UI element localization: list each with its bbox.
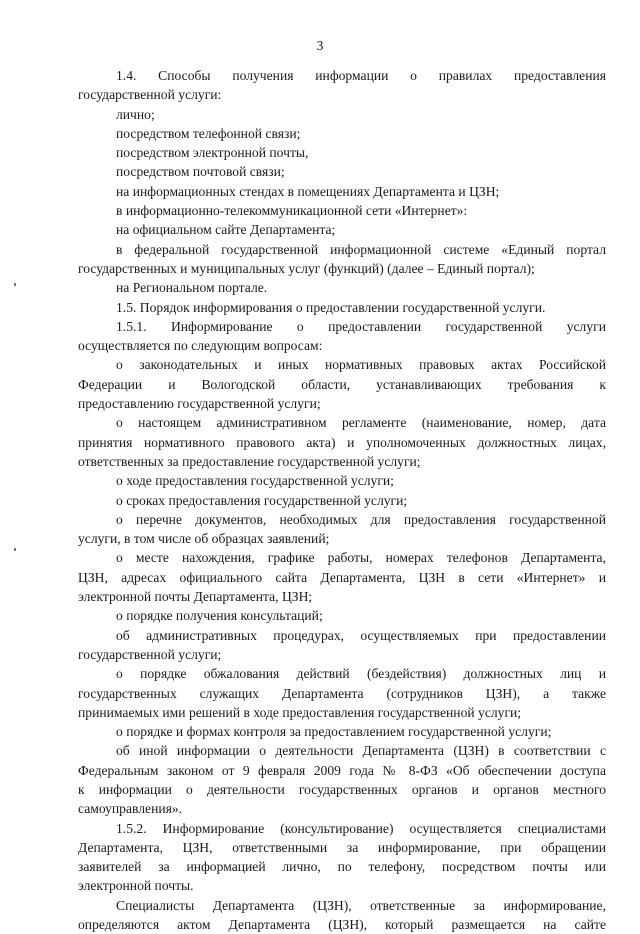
paragraph: [78, 664, 606, 722]
page-number: 3: [316, 38, 324, 53]
text-line: 1.5.2. Информирование (консультирование) осуществляется специалистами: [116, 820, 606, 836]
text-line: осуществляется по следующим вопросам:: [78, 338, 323, 354]
text-line: посредством почтовой связи;: [116, 164, 285, 180]
text-line: лично;: [116, 106, 155, 122]
paragraph: [78, 105, 606, 124]
text-line: принятия нормативного правового акта) и уполномоченных должностных лицах,: [78, 434, 606, 450]
text-line: о законодательных и иных нормативных правовых актах Российской: [116, 357, 606, 373]
paragraph: [78, 722, 606, 741]
text-line: к информации о деятельности государственных органов и органов местного: [78, 781, 606, 797]
paragraph: [78, 162, 606, 181]
text-line: государственных и муниципальных услуг (функций) (далее – Единый портал);: [78, 260, 535, 276]
text-line: об иной информации о деятельности Департамента (ЦЗН) в соответствии с: [116, 743, 606, 759]
text-line: посредством электронной почты,: [116, 145, 309, 161]
text-line: о ходе предоставления государственной услуги;: [116, 473, 394, 489]
paragraph: [78, 606, 606, 625]
text-line: на Региональном портале.: [116, 280, 268, 296]
text-line: Федеральным законом от 9 февраля 2009 года № 8-ФЗ «Об обеспечении доступа: [78, 762, 606, 778]
paragraph: [78, 220, 606, 239]
text-line: принимаемых ими решений в ходе предоставления государственной услуги;: [78, 704, 522, 720]
text-line: в федеральной государственной информационной системе «Единый портал: [116, 241, 606, 257]
text-line: заявителей за информацией лично, по телефону, посредством почты или: [78, 859, 606, 875]
paragraph: [78, 741, 606, 818]
text-line: о настоящем административном регламенте (наименование, номер, дата: [116, 415, 606, 431]
text-line: государственной услуги:: [78, 87, 222, 103]
paragraph: [78, 66, 606, 105]
paragraph: [78, 626, 606, 665]
text-line: Специалисты Департамента (ЦЗН), ответственные за информирование,: [116, 897, 606, 913]
text-line: государственной услуги;: [78, 646, 222, 662]
text-line: о порядке получения консультаций;: [116, 608, 323, 624]
paragraph: [78, 317, 606, 356]
text-line: Департамента, ЦЗН, ответственными за информирование, при обращении: [78, 839, 606, 855]
text-line: о порядке и формах контроля за предоставлением государственной услуги;: [116, 724, 552, 740]
text-line: ответственных за предоставление государственной услуги;: [78, 453, 421, 469]
text-line: 1.4. Способы получения информации о правилах предоставления: [116, 68, 606, 83]
text-line: о сроках предоставления государственной услуги;: [116, 492, 408, 508]
text-line: 1.5. Порядок информирования о предоставлении государственной услуги.: [116, 299, 546, 315]
paragraph: [78, 278, 606, 297]
text-line: определяются актом Департамента (ЦЗН), который размещается на сайте: [78, 917, 606, 933]
paragraph: [78, 548, 606, 606]
text-line: о месте нахождения, графике работы, номерах телефонов Департамента,: [116, 550, 606, 566]
text-line: государственных служащих Департамента (сотрудников ЦЗН), а также: [78, 685, 606, 701]
text-line: электронной почты.: [78, 878, 194, 894]
paragraph: [78, 471, 606, 490]
text-line: электронной почты Департамента, ЦЗН;: [78, 589, 313, 605]
text-line: услуги, в том числе об образцах заявлений;: [78, 531, 330, 547]
paragraph: [78, 240, 606, 279]
text-line: Федерации и Вологодской области, устанавливающих требования к: [78, 376, 606, 392]
paragraph: [78, 355, 606, 413]
text-line: 1.5.1. Информирование о предоставлении государственной услуги: [116, 318, 606, 334]
text-line: об административных процедурах, осуществляемых при предоставлении: [116, 627, 606, 643]
paragraph: [78, 491, 606, 510]
paragraph: [78, 143, 606, 162]
text-line: посредством телефонной связи;: [116, 125, 301, 141]
paragraph: [78, 413, 606, 471]
scan-mark: [14, 283, 16, 286]
paragraph: [78, 298, 606, 317]
paragraph: [78, 182, 606, 201]
scan-mark: [14, 548, 16, 551]
text-line: на информационных стендах в помещениях Департамента и ЦЗН;: [116, 183, 500, 199]
paragraph: [78, 124, 606, 143]
text-line: предоставлению государственной услуги;: [78, 396, 321, 412]
paragraph: [78, 896, 606, 934]
paragraph: [78, 510, 606, 549]
text-line: в информационно-телекоммуникационной сети «Интернет»:: [116, 203, 468, 219]
paragraph: [78, 819, 606, 896]
text-line: на официальном сайте Департамента;: [116, 222, 336, 238]
text-line: ЦЗН, адресах официального сайта Департамента, ЦЗН в сети «Интернет» и: [78, 569, 606, 585]
text-line: о перечне документов, необходимых для предоставления государственной: [116, 511, 606, 527]
text-line: самоуправления».: [78, 801, 183, 817]
document-body: [78, 66, 606, 934]
text-line: о порядке обжалования действий (бездействия) должностных лиц и: [116, 666, 606, 682]
paragraph: [78, 201, 606, 220]
